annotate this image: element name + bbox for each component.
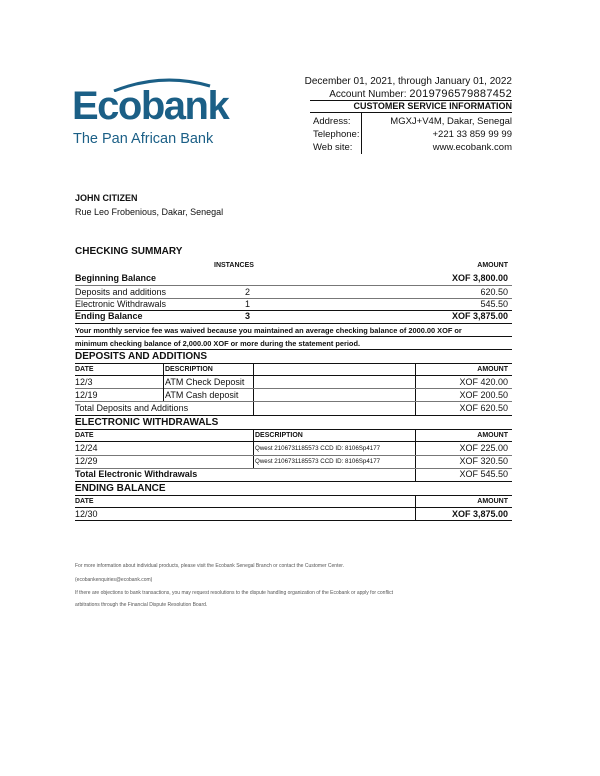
account-number-line xyxy=(300,88,512,100)
deposits-amount-header: AMOUNT xyxy=(477,366,508,373)
ending-balance-date: 12/30 xyxy=(75,509,98,519)
withdrawals-total-amount: XOF 545.50 xyxy=(459,469,508,479)
summary-row-amount: 545.50 xyxy=(480,299,508,309)
withdrawals-amount-header: AMOUNT xyxy=(477,432,508,439)
withdrawal-row-date: 12/29 xyxy=(75,456,98,466)
summary-row-amount: XOF 3,875.00 xyxy=(451,311,508,321)
account-number-label: Account Number: xyxy=(329,89,407,100)
summary-row-instances: 1 xyxy=(245,299,251,309)
statement-period: December 01, 2021, through January 01, 2022 xyxy=(304,76,512,87)
withdrawal-row-amount: XOF 320.50 xyxy=(459,456,508,466)
divider xyxy=(75,495,512,496)
checking-summary-title: CHECKING SUMMARY xyxy=(75,246,183,257)
deposit-row-amount: XOF 200.50 xyxy=(459,390,508,400)
summary-row-label: Deposits and additions xyxy=(75,287,167,297)
summary-row-amount: 620.50 xyxy=(480,287,508,297)
divider xyxy=(75,441,512,442)
ending-amount-header: AMOUNT xyxy=(477,498,508,505)
service-fee-note-line2: minimum checking balance of 2,000.00 XOF or more during the statement period. xyxy=(75,339,361,348)
ending-date-header: DATE xyxy=(75,498,94,505)
divider xyxy=(75,336,512,337)
divider xyxy=(75,481,512,482)
customer-service-title: CUSTOMER SERVICE INFORMATION xyxy=(353,101,512,111)
cs-website-label: Web site: xyxy=(313,142,353,153)
footer-info-line: For more information about individual products, please visit the Ecobank Senegal Branch or contact the Customer Center. xyxy=(75,563,345,569)
ending-balance-title: ENDING BALANCE xyxy=(75,483,166,494)
footer-email[interactable]: (ecobankenquiries@ecobank.com) xyxy=(75,577,153,583)
withdrawals-total-label: Total Electronic Withdrawals xyxy=(75,469,198,479)
withdrawal-row-date: 12/24 xyxy=(75,443,98,453)
divider xyxy=(361,112,362,154)
divider xyxy=(163,363,164,388)
deposit-row-amount: XOF 420.00 xyxy=(459,377,508,387)
divider xyxy=(75,323,512,324)
footer-arbitration-line: arbitrations through the Financial Dispute Resolution Board. xyxy=(75,602,208,608)
deposits-title: DEPOSITS AND ADDITIONS xyxy=(75,351,208,362)
divider xyxy=(75,349,512,350)
withdrawal-row-description: Qwest 2106731185573 CCD ID: 8106Sp4177 xyxy=(255,445,381,452)
deposit-row-description: ATM Cash deposit xyxy=(165,390,239,400)
deposits-total-amount: XOF 620.50 xyxy=(459,403,508,413)
summary-row-instances: 2 xyxy=(245,287,251,297)
withdrawals-description-header: DESCRIPTION xyxy=(255,432,303,439)
divider xyxy=(310,112,512,113)
divider xyxy=(253,363,254,415)
divider xyxy=(75,388,512,389)
deposits-total-label: Total Deposits and Additions xyxy=(75,403,189,413)
bank-tagline: The Pan African Bank xyxy=(73,131,214,147)
deposit-row-description: ATM Check Deposit xyxy=(165,377,245,387)
summary-row-amount: XOF 3,800.00 xyxy=(451,273,508,283)
summary-row-label: Beginning Balance xyxy=(75,273,157,283)
instances-header: INSTANCES xyxy=(214,262,254,269)
cs-address-value: MGXJ+V4M, Dakar, Senegal xyxy=(390,116,512,127)
divider xyxy=(163,388,164,401)
divider xyxy=(75,375,512,376)
divider xyxy=(415,363,416,415)
summary-row-label: Ending Balance xyxy=(75,311,143,321)
ending-balance-amount: XOF 3,875.00 xyxy=(451,509,508,519)
divider xyxy=(253,429,254,468)
service-fee-note-line1: Your monthly service fee was waived because you maintained an average checking balance of 2000.00 XOF or xyxy=(75,326,462,335)
divider xyxy=(75,285,512,286)
divider xyxy=(415,495,416,520)
cs-website-value[interactable]: www.ecobank.com xyxy=(432,142,512,153)
divider xyxy=(75,429,512,430)
cs-telephone-value: +221 33 859 99 99 xyxy=(432,129,512,140)
withdrawals-date-header: DATE xyxy=(75,432,94,439)
deposit-row-date: 12/19 xyxy=(75,390,98,400)
deposits-description-header: DESCRIPTION xyxy=(165,366,213,373)
divider xyxy=(75,363,512,364)
cs-address-label: Address: xyxy=(313,116,351,127)
customer-address: Rue Leo Frobenious, Dakar, Senegal xyxy=(75,207,224,217)
summary-row-label: Electronic Withdrawals xyxy=(75,299,167,309)
withdrawals-title: ELECTRONIC WITHDRAWALS xyxy=(75,417,219,428)
divider xyxy=(75,520,512,521)
account-number: 2019796579887452 xyxy=(409,88,512,100)
summary-row-instances: 3 xyxy=(245,311,251,321)
divider xyxy=(75,401,512,402)
deposit-row-date: 12/3 xyxy=(75,377,93,387)
deposits-date-header: DATE xyxy=(75,366,94,373)
bank-logo: Ecobank xyxy=(72,84,229,128)
withdrawal-row-description: Qwest 2106731185573 CCD ID: 8106Sp4177 xyxy=(255,458,381,465)
divider xyxy=(75,415,512,416)
customer-name: JOHN CITIZEN xyxy=(75,193,138,203)
footer-dispute-line: If there are objections to bank transactions, you may request resolutions to the dispute handling organization of the Ecobank or apply for conflict xyxy=(75,590,393,596)
cs-telephone-label: Telephone: xyxy=(313,129,360,140)
withdrawal-row-amount: XOF 225.00 xyxy=(459,443,508,453)
divider xyxy=(75,507,512,508)
amount-header: AMOUNT xyxy=(477,262,508,269)
